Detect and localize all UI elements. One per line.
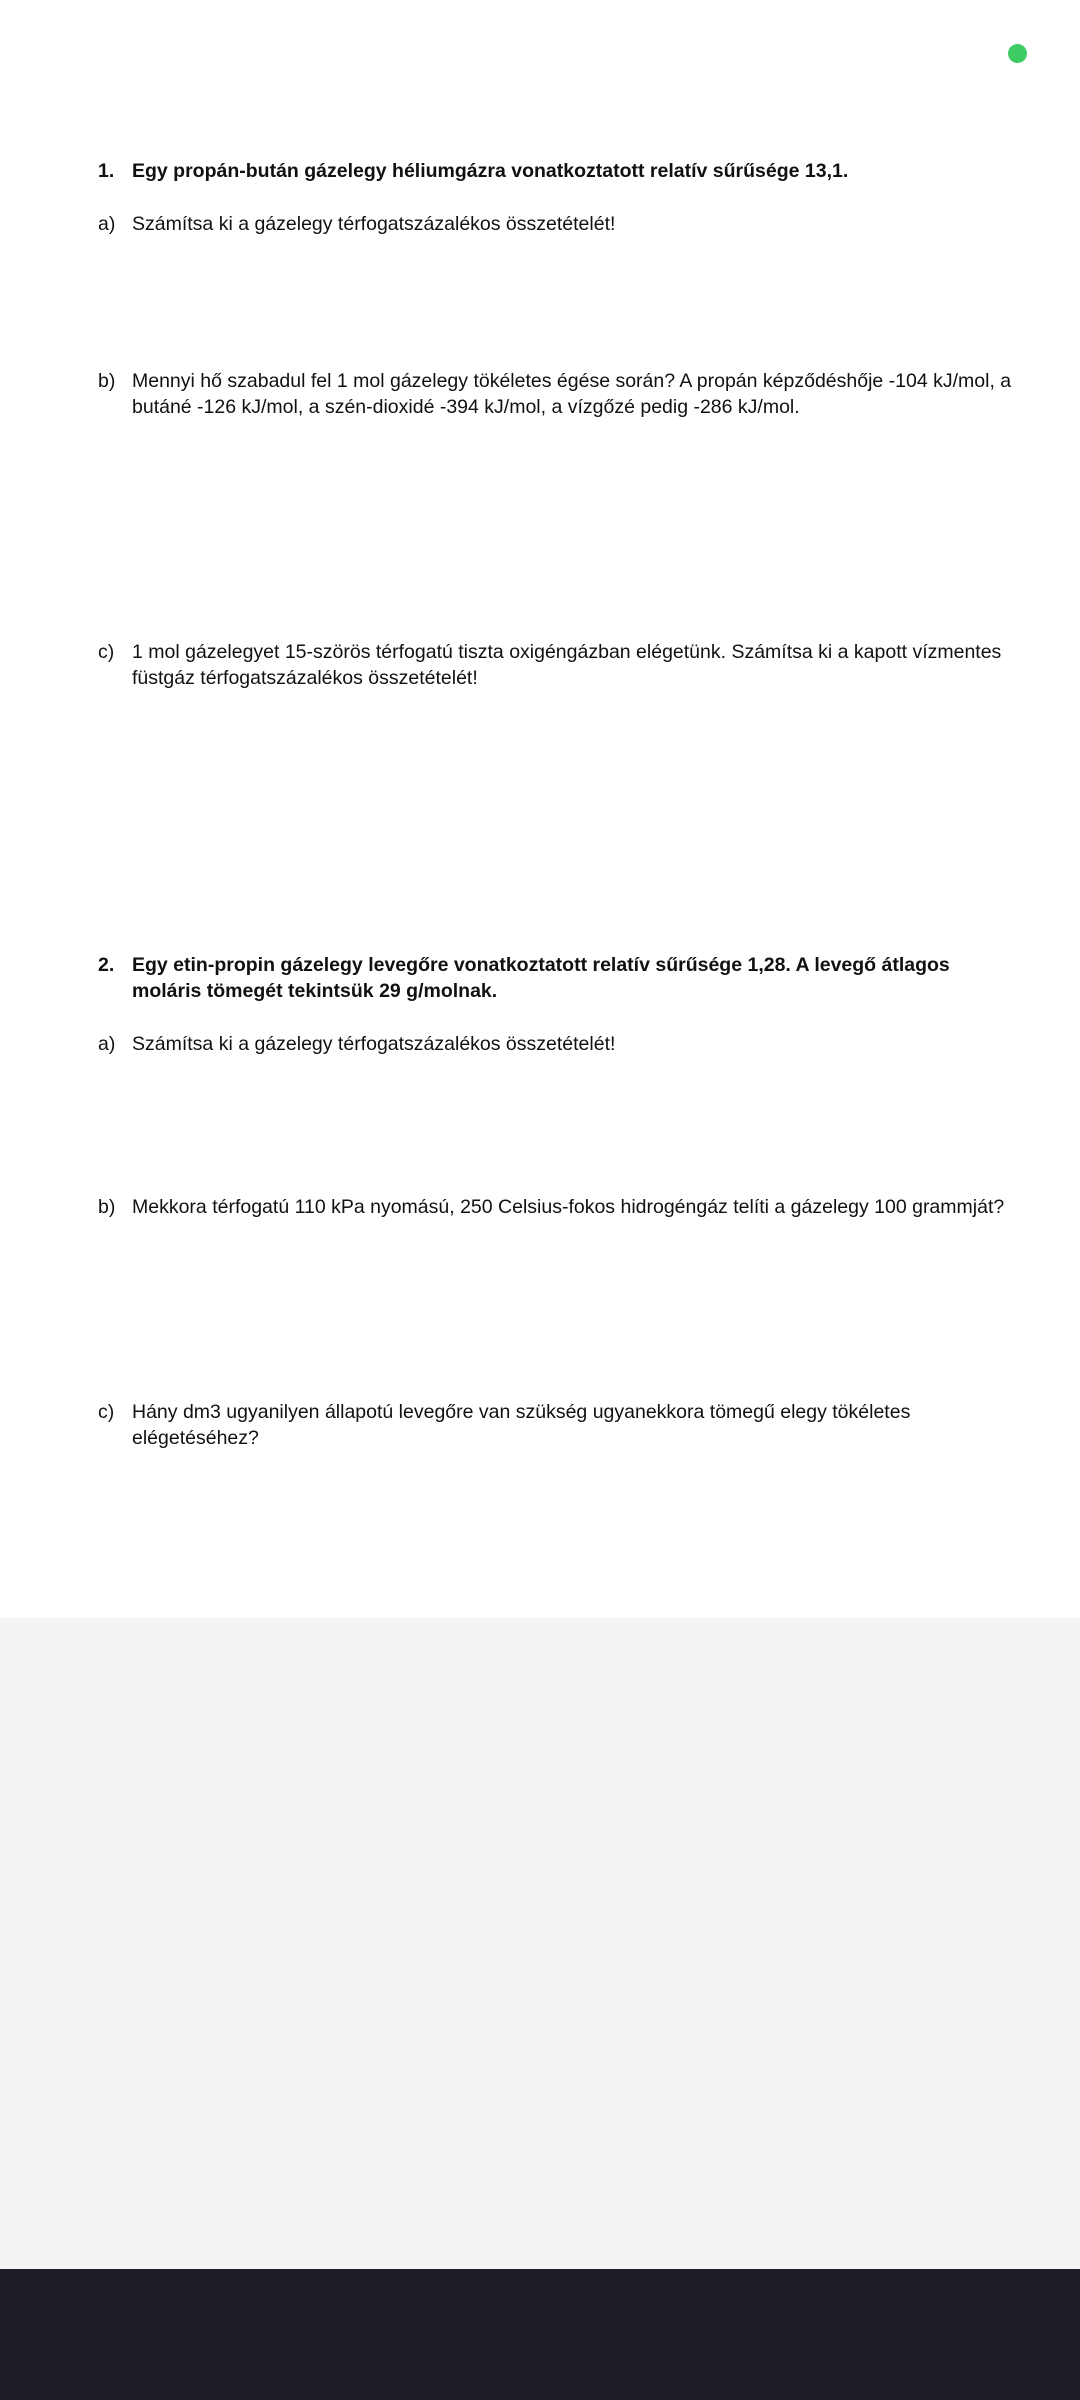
question-2-part-c bbox=[98, 1399, 1018, 1451]
part-text: Mekkora térfogatú 110 kPa nyomású, 250 Celsius-fokos hidrogéngáz telíti a gázelegy 100 grammját? bbox=[132, 1196, 1005, 1218]
question-2-heading bbox=[98, 952, 1018, 1004]
part-text: 1 mol gázelegyet 15-szörös térfogatú tiszta oxigéngázban elégetünk. Számítsa ki a kapott vízmentes füstgáz térfogatszázalékos összetételét! bbox=[132, 641, 1002, 689]
question-2-part-b bbox=[98, 1194, 1018, 1220]
question-number: 1. bbox=[98, 160, 115, 182]
part-text: Hány dm3 ugyanilyen állapotú levegőre van szükség ugyanekkora tömegű elegy tökéletes elégetéséhez? bbox=[132, 1401, 911, 1449]
question-2-part-a bbox=[98, 1031, 1018, 1057]
question-1-part-c bbox=[98, 639, 1018, 691]
question-number: 2. bbox=[98, 954, 115, 976]
status-indicator-icon bbox=[1008, 44, 1027, 63]
part-label: b) bbox=[98, 370, 116, 392]
question-prompt: Egy propán-bután gázelegy héliumgázra vonatkoztatott relatív sűrűsége 13,1. bbox=[132, 160, 849, 182]
question-1-part-b bbox=[98, 368, 1018, 420]
bottom-bar bbox=[0, 2269, 1080, 2400]
question-1-heading bbox=[98, 158, 1018, 184]
part-label: c) bbox=[98, 641, 115, 663]
part-text: Mennyi hő szabadul fel 1 mol gázelegy tökéletes égése során? A propán képződéshője -104 kJ/mol, a butáné -126 kJ/mol, a szén-dioxidé -394 kJ/mol, a vízgőzé pedig -286 kJ/mol. bbox=[132, 370, 1012, 418]
part-text: Számítsa ki a gázelegy térfogatszázalékos összetételét! bbox=[132, 1033, 616, 1055]
part-label: b) bbox=[98, 1196, 116, 1218]
part-text: Számítsa ki a gázelegy térfogatszázalékos összetételét! bbox=[132, 213, 616, 235]
part-label: a) bbox=[98, 213, 116, 235]
part-label: c) bbox=[98, 1401, 115, 1423]
part-label: a) bbox=[98, 1033, 116, 1055]
question-1-part-a bbox=[98, 211, 1018, 237]
question-prompt: Egy etin-propin gázelegy levegőre vonatkoztatott relatív sűrűsége 1,28. A levegő átlagos moláris tömegét tekintsük 29 g/molnak. bbox=[132, 954, 950, 1002]
